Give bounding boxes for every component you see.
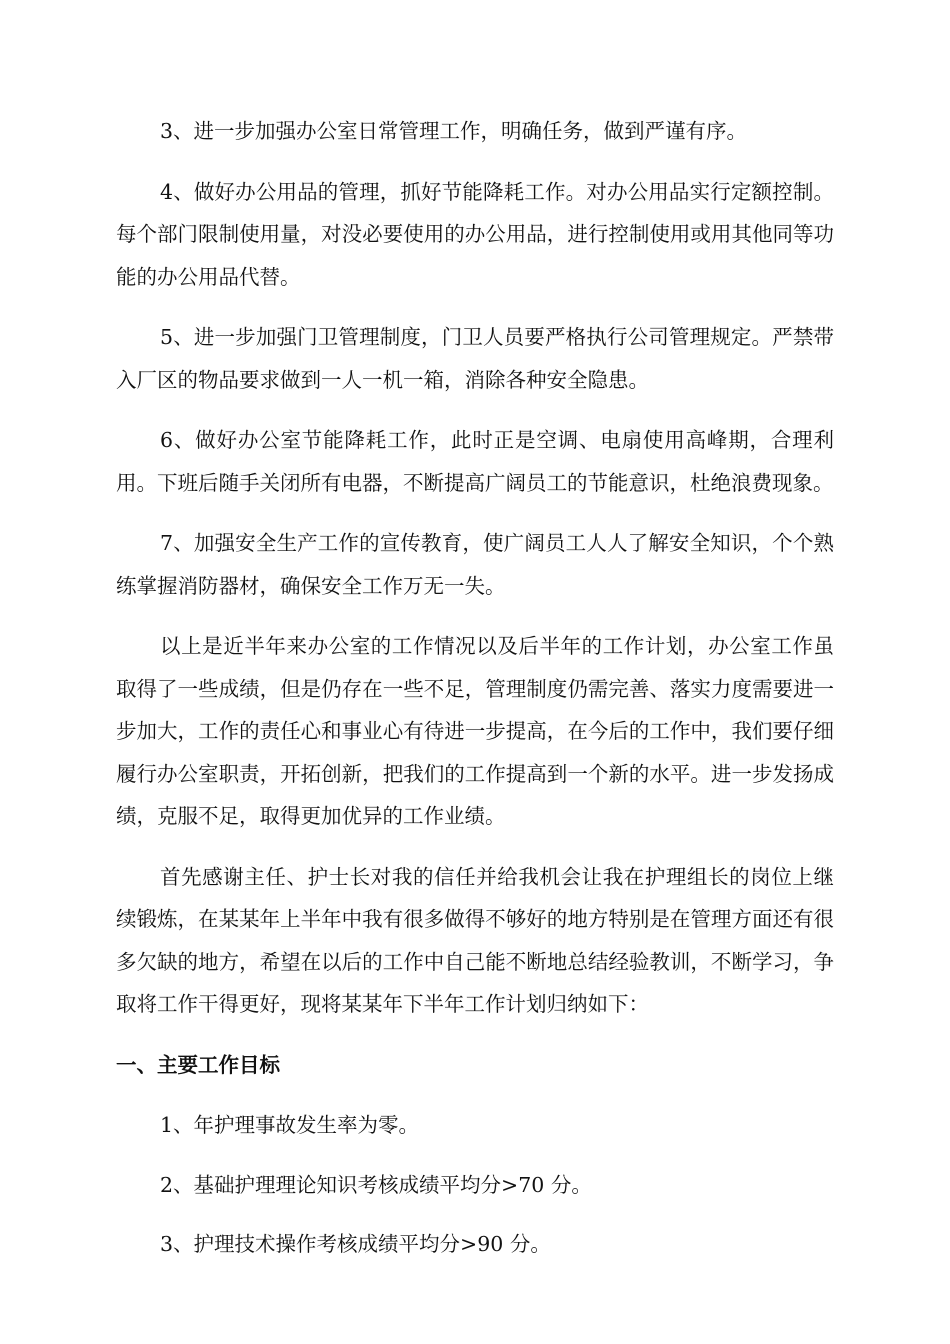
section-heading-main-goals: 一、主要工作目标	[116, 1052, 280, 1077]
paragraph-gatekeeper: 5、进一步加强门卫管理制度，门卫人员要严格执行公司管理规定。严禁带入厂区的物品要求做到一人一机一箱，消除各种安全隐患。	[116, 325, 834, 392]
paragraph-office-management: 3、进一步加强办公室日常管理工作，明确任务，做到严谨有序。	[160, 119, 748, 143]
goal-item: 1、年护理事故发生率为零。	[160, 1113, 420, 1137]
goal-item: 3、护理技术操作考核成绩平均分>90 分。	[160, 1232, 551, 1256]
paragraph-nursing-intro: 首先感谢主任、护士长对我的信任并给我机会让我在护理组长的岗位上继续锻炼，在某某年上半年中我有很多做得不够好的地方特别是在管理方面还有很多欠缺的地方，希望在以后的工作中自己能不断地总结经验教训，不断学习，争取将工作干得更好，现将某某年下半年工作计划归纳如下：	[116, 864, 834, 1016]
paragraph-summary: 以上是近半年来办公室的工作情况以及后半年的工作计划，办公室工作虽取得了一些成绩，但是仍存在一些不足，管理制度仍需完善、落实力度需要进一步加大，工作的责任心和事业心有待进一步提高，在今后的工作中，我们要仔细履行办公室职责，开拓创新，把我们的工作提高到一个新的水平。进一步发扬成绩，克服不足，取得更加优异的工作业绩。	[116, 634, 834, 828]
paragraph-office-supplies: 4、做好办公用品的管理，抓好节能降耗工作。对办公用品实行定额控制。每个部门限制使用量，对没必要使用的办公用品，进行控制使用或用其他同等功能的办公用品代替。	[116, 179, 834, 289]
paragraph-energy-saving: 6、做好办公室节能降耗工作，此时正是空调、电扇使用高峰期，合理利用。下班后随手关闭所有电器，不断提高广阔员工的节能意识，杜绝浪费现象。	[116, 428, 834, 495]
paragraph-safety-education: 7、加强安全生产工作的宣传教育，使广阔员工人人了解安全知识，个个熟练掌握消防器材，确保安全工作万无一失。	[116, 531, 834, 598]
goal-item: 2、基础护理理论知识考核成绩平均分>70 分。	[160, 1172, 592, 1197]
document-page	[116, 110, 834, 1283]
